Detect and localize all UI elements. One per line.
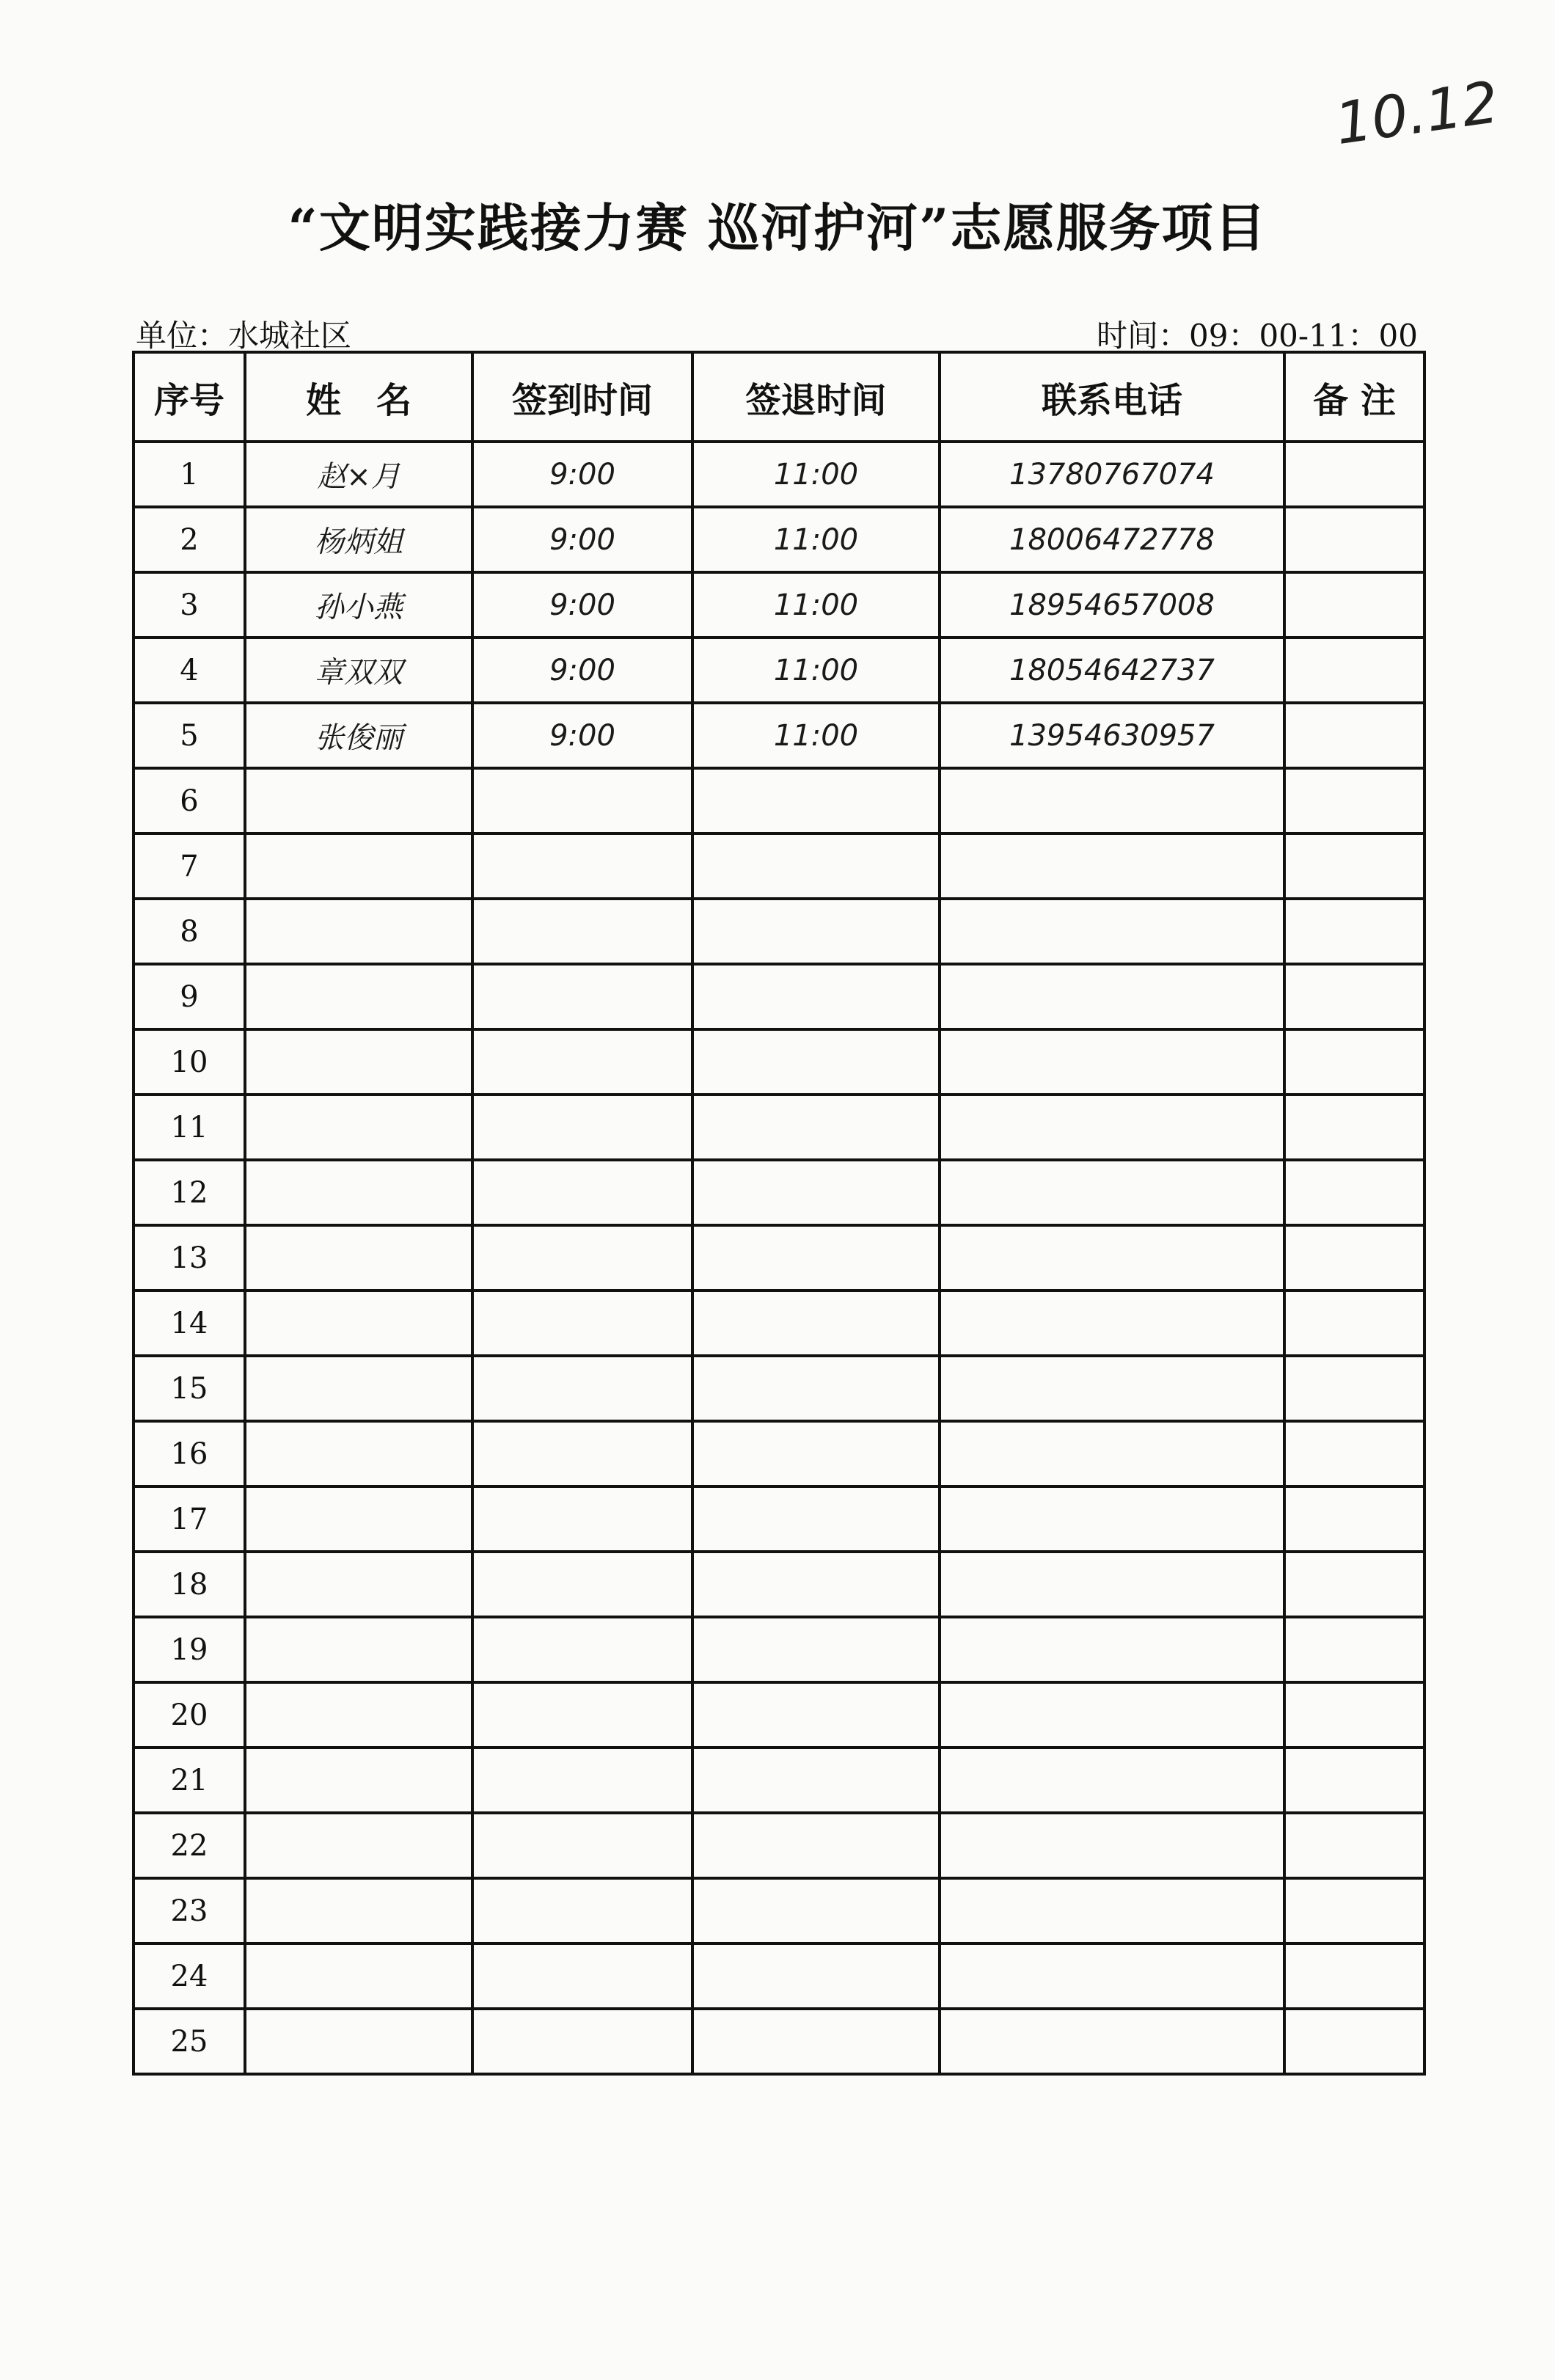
- table-row: [133, 2009, 1424, 2074]
- phone-number: [940, 1095, 1284, 1160]
- remark-cell: [1284, 1682, 1424, 1748]
- table-row: [133, 1748, 1424, 1813]
- volunteer-name: [245, 1225, 472, 1291]
- remark-cell: [1284, 1617, 1424, 1682]
- remark-cell: [1284, 1943, 1424, 2009]
- sign-out-time: [692, 1029, 940, 1095]
- sign-in-time: [472, 964, 692, 1029]
- volunteer-name: [245, 1813, 472, 1878]
- phone-number: [940, 1878, 1284, 1943]
- phone-number: [940, 1943, 1284, 2009]
- phone-number: [940, 768, 1284, 833]
- remark-cell: [1284, 768, 1424, 833]
- sign-in-time: [472, 2009, 692, 2074]
- sign-in-time: [472, 768, 692, 833]
- remark-cell: [1284, 1486, 1424, 1552]
- phone-number: [940, 899, 1284, 964]
- remark-cell: [1284, 1095, 1424, 1160]
- remark-cell: [1284, 1029, 1424, 1095]
- sign-out-time: 11:00: [692, 703, 940, 768]
- phone-number: [940, 1748, 1284, 1813]
- sign-out-time: [692, 1225, 940, 1291]
- sign-in-time: 9:00: [472, 572, 692, 638]
- row-number: 6: [133, 768, 245, 833]
- phone-number: 18954657008: [940, 572, 1284, 638]
- sign-in-time: [472, 1943, 692, 2009]
- phone-number: [940, 1421, 1284, 1486]
- volunteer-name: [245, 1029, 472, 1095]
- phone-number: [940, 1486, 1284, 1552]
- sign-in-time: 9:00: [472, 442, 692, 507]
- table-row: [133, 1943, 1424, 2009]
- handwritten-date-note: 10.12: [1331, 69, 1503, 158]
- table-row: [133, 1421, 1424, 1486]
- sign-out-time: [692, 1617, 940, 1682]
- remark-cell: [1284, 1748, 1424, 1813]
- volunteer-name: [245, 1943, 472, 2009]
- phone-number: [940, 1356, 1284, 1421]
- volunteer-name: [245, 833, 472, 899]
- volunteer-name: [245, 1552, 472, 1617]
- sign-out-time: 11:00: [692, 572, 940, 638]
- phone-number: [940, 1682, 1284, 1748]
- header-name: 姓 名: [245, 352, 472, 442]
- row-number: 17: [133, 1486, 245, 1552]
- row-number: 25: [133, 2009, 245, 2074]
- remark-cell: [1284, 1421, 1424, 1486]
- header-row: [133, 352, 1424, 442]
- row-number: 4: [133, 638, 245, 703]
- sign-out-time: [692, 1943, 940, 2009]
- sign-out-time: 11:00: [692, 442, 940, 507]
- sign-out-time: [692, 1421, 940, 1486]
- phone-number: [940, 2009, 1284, 2074]
- time-label: 时间：09：00-11：00: [1097, 318, 1418, 354]
- row-number: 24: [133, 1943, 245, 2009]
- row-number: 10: [133, 1029, 245, 1095]
- sign-out-time: [692, 1748, 940, 1813]
- phone-number: 13780767074: [940, 442, 1284, 507]
- remark-cell: [1284, 572, 1424, 638]
- table-row: [133, 1356, 1424, 1421]
- row-number: 2: [133, 507, 245, 572]
- row-number: 7: [133, 833, 245, 899]
- volunteer-name: 张俊丽: [245, 703, 472, 768]
- sign-in-time: 9:00: [472, 638, 692, 703]
- sign-out-time: [692, 833, 940, 899]
- header-phone: 联系电话: [940, 352, 1284, 442]
- volunteer-name: [245, 1095, 472, 1160]
- sign-out-time: [692, 1878, 940, 1943]
- phone-number: [940, 1225, 1284, 1291]
- row-number: 3: [133, 572, 245, 638]
- sign-in-time: [472, 1617, 692, 1682]
- sign-out-time: [692, 1552, 940, 1617]
- sign-in-time: [472, 1225, 692, 1291]
- sign-out-time: [692, 2009, 940, 2074]
- sign-out-time: 11:00: [692, 507, 940, 572]
- sign-in-time: [472, 1356, 692, 1421]
- volunteer-name: 孙小燕: [245, 572, 472, 638]
- sign-in-time: [472, 1878, 692, 1943]
- row-number: 16: [133, 1421, 245, 1486]
- row-number: 21: [133, 1748, 245, 1813]
- phone-number: 18054642737: [940, 638, 1284, 703]
- phone-number: 13954630957: [940, 703, 1284, 768]
- table-row: [133, 507, 1424, 572]
- table-row: [133, 1878, 1424, 1943]
- sign-in-time: [472, 1748, 692, 1813]
- sign-out-time: [692, 964, 940, 1029]
- row-number: 11: [133, 1095, 245, 1160]
- volunteer-name: [245, 1748, 472, 1813]
- unit-label: 单位：水城社区: [136, 318, 352, 354]
- row-number: 5: [133, 703, 245, 768]
- volunteer-name: [245, 1878, 472, 1943]
- table-row: [133, 1552, 1424, 1617]
- header-remark: 备 注: [1284, 352, 1424, 442]
- row-number: 1: [133, 442, 245, 507]
- sign-in-time: [472, 1421, 692, 1486]
- sign-in-time: [472, 1486, 692, 1552]
- row-number: 12: [133, 1160, 245, 1225]
- volunteer-name: [245, 1617, 472, 1682]
- table-row: [133, 703, 1424, 768]
- volunteer-name: 杨炳姐: [245, 507, 472, 572]
- sign-in-time: [472, 833, 692, 899]
- volunteer-name: 赵×月: [245, 442, 472, 507]
- row-number: 14: [133, 1291, 245, 1356]
- row-number: 19: [133, 1617, 245, 1682]
- volunteer-name: [245, 1486, 472, 1552]
- table-row: [133, 638, 1424, 703]
- sign-in-time: [472, 1095, 692, 1160]
- table-row: [133, 1160, 1424, 1225]
- sign-out-time: [692, 1682, 940, 1748]
- remark-cell: [1284, 1225, 1424, 1291]
- remark-cell: [1284, 507, 1424, 572]
- remark-cell: [1284, 2009, 1424, 2074]
- sign-in-time: [472, 1682, 692, 1748]
- sign-in-time: [472, 1029, 692, 1095]
- row-number: 9: [133, 964, 245, 1029]
- sign-out-time: [692, 1095, 940, 1160]
- header-seq: 序号: [133, 352, 245, 442]
- row-number: 13: [133, 1225, 245, 1291]
- volunteer-name: [245, 1356, 472, 1421]
- phone-number: [940, 1291, 1284, 1356]
- sign-in-time: [472, 1160, 692, 1225]
- phone-number: [940, 1552, 1284, 1617]
- volunteer-name: [245, 1682, 472, 1748]
- sign-out-time: [692, 1160, 940, 1225]
- row-number: 15: [133, 1356, 245, 1421]
- sign-in-time: 9:00: [472, 703, 692, 768]
- table-row: [133, 1225, 1424, 1291]
- table-row: [133, 442, 1424, 507]
- remark-cell: [1284, 1552, 1424, 1617]
- table-row: [133, 768, 1424, 833]
- table-row: [133, 1813, 1424, 1878]
- phone-number: [940, 1160, 1284, 1225]
- remark-cell: [1284, 1291, 1424, 1356]
- remark-cell: [1284, 833, 1424, 899]
- phone-number: [940, 964, 1284, 1029]
- phone-number: [940, 1029, 1284, 1095]
- remark-cell: [1284, 1160, 1424, 1225]
- sign-in-time: [472, 1813, 692, 1878]
- phone-number: [940, 1617, 1284, 1682]
- sign-out-time: [692, 768, 940, 833]
- sign-out-time: [692, 1813, 940, 1878]
- volunteer-name: [245, 1421, 472, 1486]
- document-title: “文明实践接力赛 巡河护河”志愿服务项目: [288, 197, 1267, 258]
- row-number: 20: [133, 1682, 245, 1748]
- table-row: [133, 1486, 1424, 1552]
- table-row: [133, 1617, 1424, 1682]
- remark-cell: [1284, 964, 1424, 1029]
- header-sign-in: 签到时间: [472, 352, 692, 442]
- sign-out-time: [692, 899, 940, 964]
- row-number: 23: [133, 1878, 245, 1943]
- volunteer-name: [245, 1291, 472, 1356]
- table-row: [133, 899, 1424, 964]
- volunteer-name: [245, 1160, 472, 1225]
- volunteer-name: 章双双: [245, 638, 472, 703]
- remark-cell: [1284, 1813, 1424, 1878]
- sign-in-time: [472, 899, 692, 964]
- sign-out-time: [692, 1291, 940, 1356]
- table-row: [133, 964, 1424, 1029]
- signin-table: [132, 351, 1426, 2076]
- remark-cell: [1284, 442, 1424, 507]
- header-sign-out: 签退时间: [692, 352, 940, 442]
- table-row: [133, 1095, 1424, 1160]
- phone-number: [940, 1813, 1284, 1878]
- phone-number: [940, 833, 1284, 899]
- table-row: [133, 1291, 1424, 1356]
- remark-cell: [1284, 703, 1424, 768]
- remark-cell: [1284, 899, 1424, 964]
- row-number: 22: [133, 1813, 245, 1878]
- remark-cell: [1284, 1356, 1424, 1421]
- row-number: 18: [133, 1552, 245, 1617]
- volunteer-name: [245, 768, 472, 833]
- sign-out-time: [692, 1356, 940, 1421]
- table-row: [133, 1682, 1424, 1748]
- sign-out-time: [692, 1486, 940, 1552]
- sign-in-time: [472, 1552, 692, 1617]
- phone-number: 18006472778: [940, 507, 1284, 572]
- sign-in-time: [472, 1291, 692, 1356]
- row-number: 8: [133, 899, 245, 964]
- remark-cell: [1284, 638, 1424, 703]
- sign-in-time: 9:00: [472, 507, 692, 572]
- remark-cell: [1284, 1878, 1424, 1943]
- table-row: [133, 572, 1424, 638]
- volunteer-name: [245, 899, 472, 964]
- table-row: [133, 833, 1424, 899]
- volunteer-name: [245, 964, 472, 1029]
- table-row: [133, 1029, 1424, 1095]
- sign-out-time: 11:00: [692, 638, 940, 703]
- volunteer-name: [245, 2009, 472, 2074]
